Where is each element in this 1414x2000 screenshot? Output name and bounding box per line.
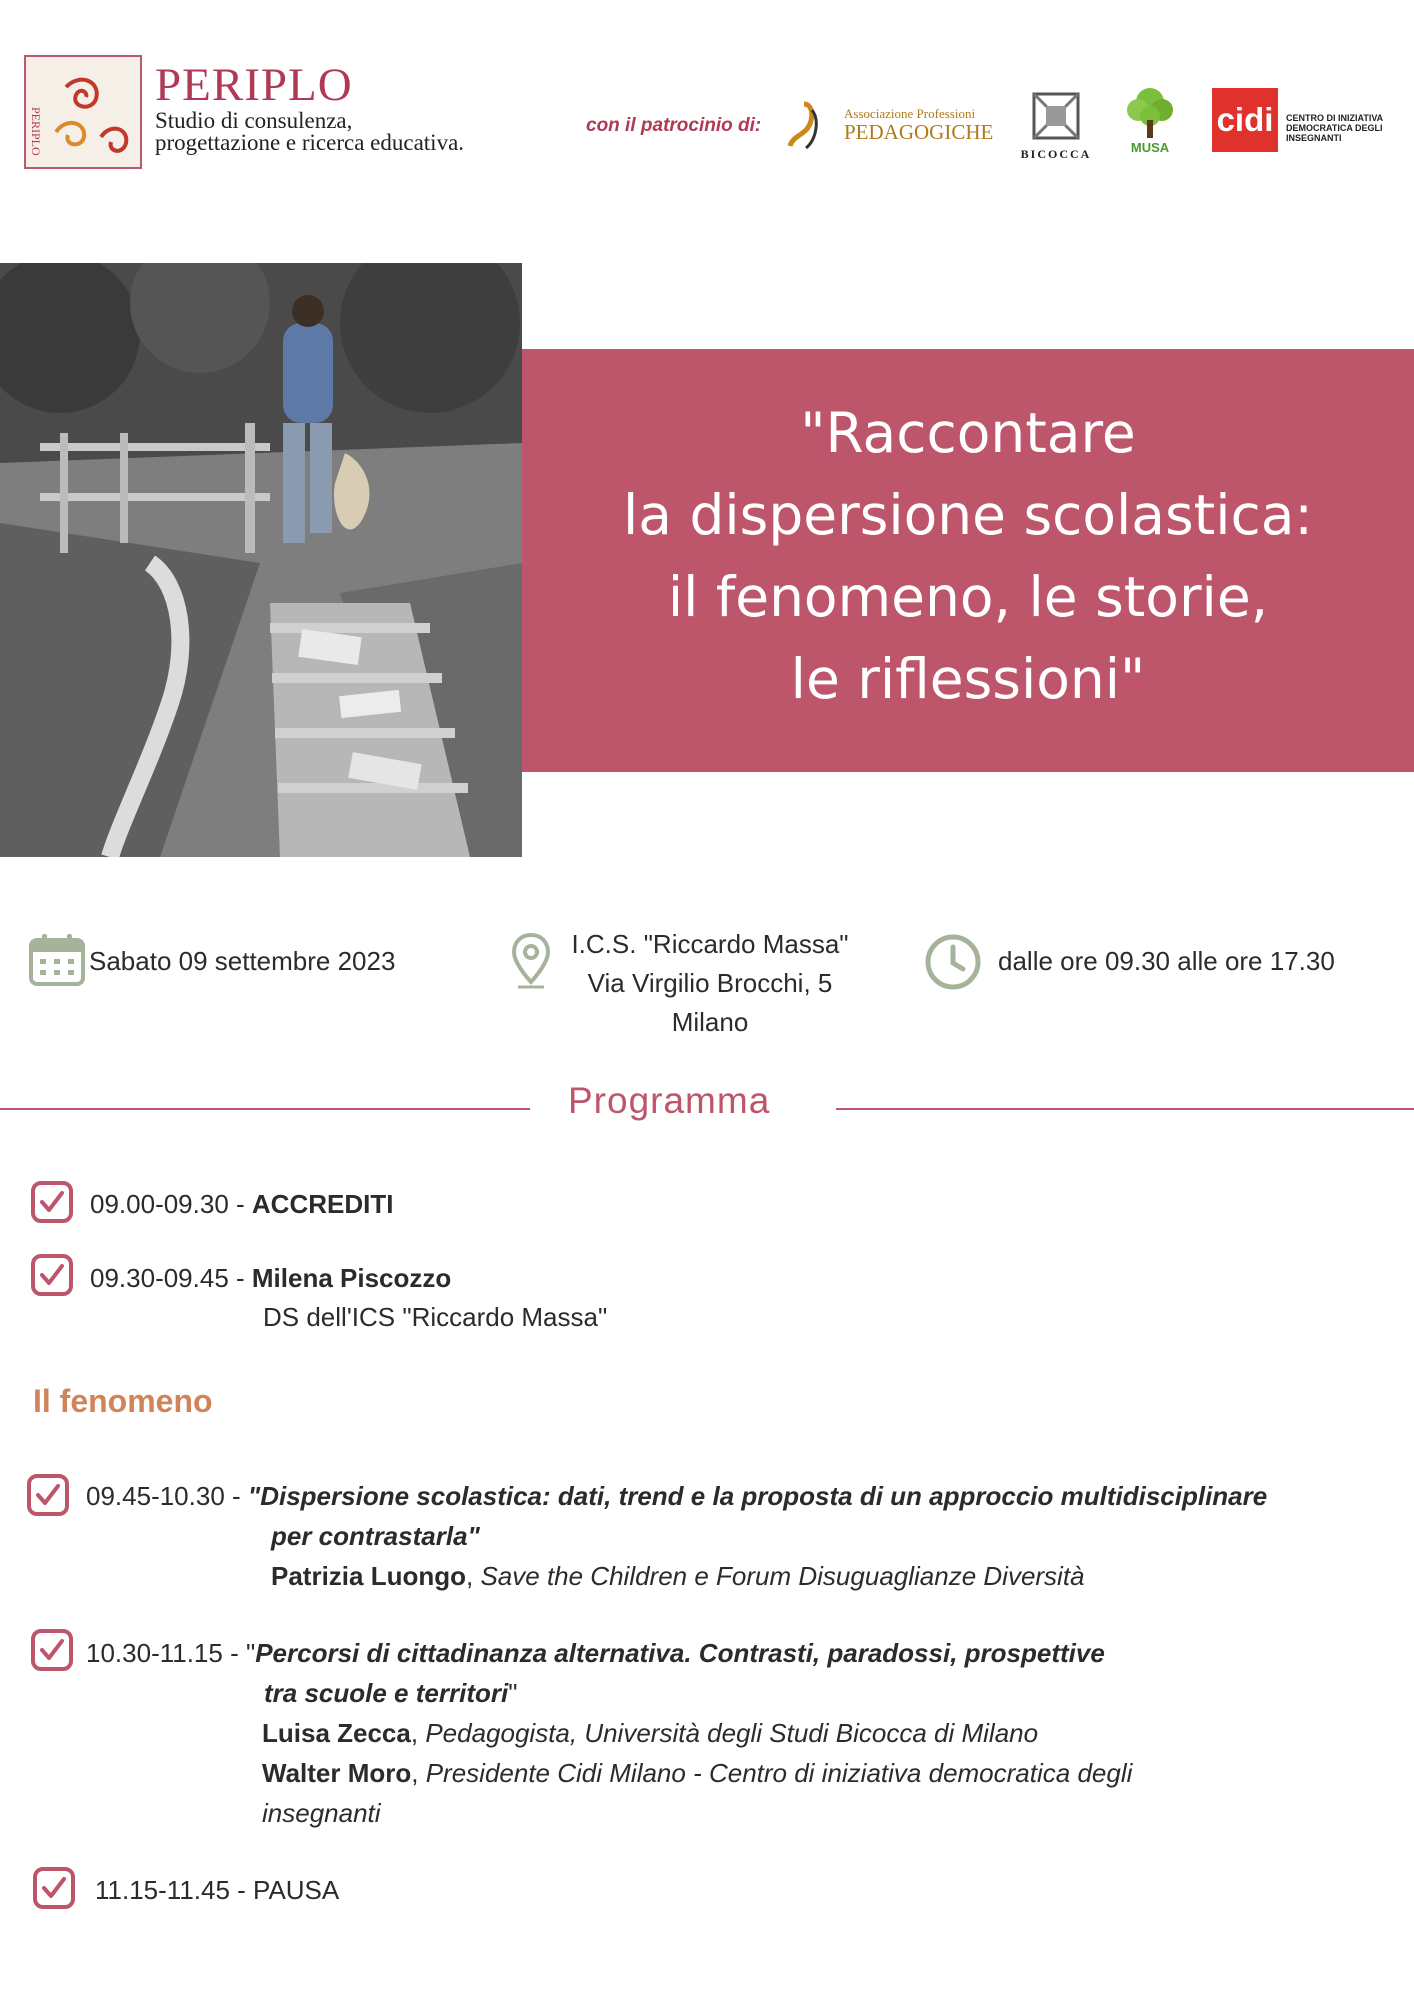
divider-right [836,1108,1414,1110]
program-item-time: 09.30-09.45 - [90,1263,252,1293]
program-item-title: PAUSA [253,1875,340,1905]
talk-title-line2: per contrastarla" [271,1521,480,1551]
checkbox-icon [30,1180,74,1224]
talk-speaker-line: Patrizia Luongo, Save the Children e Forum Disuguaglianze Diversità [271,1561,1085,1591]
speaker-affiliation: Save the Children e Forum Disuguaglianze Diversità [480,1561,1085,1591]
checkbox-icon [30,1628,74,1672]
svg-text:PERIPLO: PERIPLO [29,107,43,156]
program-item-role: DS dell'ICS "Riccardo Massa" [263,1302,608,1332]
program-item-pausa [95,1870,339,1910]
brand-name: PERIPLO [155,59,353,111]
venue-city: Milano [671,1007,749,1037]
periplo-logo [24,55,142,169]
cidi-fullname: CENTRO DI INIZIATIVA DEMOCRATICA DEGLI INSEGNANTI [1286,113,1383,143]
musa-label: MUSA [1130,140,1170,155]
talk-title-cont [271,1516,480,1556]
venue-street: Via Virgilio Brocchi, 5 [587,968,833,998]
apep-line2: PEDAGOGICHE [844,120,994,144]
brand-subtitle-line1: Studio di consulenza, [155,108,353,133]
talk-close-quote: " [508,1678,518,1708]
event-title [560,392,1376,720]
venue-name: I.C.S. "Riccardo Massa" [571,929,849,959]
program-item-title: ACCREDITI [251,1189,394,1219]
cidi-logo: cidi [1212,88,1278,152]
section-title: Il fenomeno [33,1383,213,1419]
program-item-welcome [90,1258,451,1298]
program-item-talk-1 [86,1476,1406,1516]
patronage-label: con il patrocinio di: [586,115,762,136]
event-title-line3: il fenomeno, le storie, [667,565,1269,629]
bicocca-label: BICOCCA [1020,147,1092,161]
event-time: dalle ore 09.30 alle ore 17.30 [998,946,1335,976]
speaker-name: Patrizia Luongo [271,1561,466,1591]
program-item-time: 10.30-11.15 - " [86,1638,256,1668]
speaker-affiliation: Presidente Cidi Milano - Centro di iniziativa democratica degli [425,1758,1133,1788]
talk-title: Percorsi di cittadinanza alternativa. Contrasti, paradossi, prospettive [255,1638,1105,1668]
musa-logo [1118,80,1182,160]
event-venue [540,925,880,1042]
speaker-affiliation: Pedagogista, Università degli Studi Bicocca di Milano [425,1718,1039,1748]
talk-title: "Dispersione scolastica: dati, trend e la proposta di un approccio multidisciplinare [247,1481,1268,1511]
talk-title-line2: tra scuole e territori [264,1678,509,1708]
program-item-time: 11.15-11.45 - [95,1875,254,1905]
speaker-name: Walter Moro [262,1758,412,1788]
talk-speaker-line: Walter Moro, Presidente Cidi Milano - Centro di iniziativa democratica degli [262,1758,1133,1788]
checkbox-icon [26,1473,70,1517]
clock-icon [924,934,982,995]
calendar-icon [28,932,86,993]
event-title-line2: la dispersione scolastica: [623,483,1313,547]
event-title-line4: le riflessioni" [790,647,1146,711]
checkbox-icon [32,1866,76,1910]
bicocca-logo [1020,84,1092,162]
program-item-accrediti [90,1184,393,1224]
speaker-name: Luisa Zecca [262,1718,411,1748]
event-title-line1: "Raccontare [800,401,1136,465]
event-date: Sabato 09 settembre 2023 [89,946,396,976]
hero-photo [0,263,522,857]
program-item-talk-2 [86,1633,1406,1673]
program-title: Programma [568,1080,771,1121]
program-item-speaker: Milena Piscozzo [251,1263,452,1293]
brand-subtitle-line2: progettazione e ricerca educativa. [155,130,465,155]
talk-speaker-line: Luisa Zecca, Pedagogista, Università degli Studi Bicocca di Milano [262,1718,1039,1748]
apep-name [844,106,993,142]
apep-logo-icon [784,100,824,152]
speaker-affiliation-cont [262,1793,381,1833]
speaker-affiliation-line2: insegnanti [262,1798,381,1828]
divider-left [0,1108,530,1110]
program-item-time: 09.45-10.30 - [86,1481,248,1511]
program-item-time: 09.00-09.30 - [90,1189,252,1219]
apep-line1: Associazione Professioni [844,106,976,121]
checkbox-icon [30,1253,74,1297]
talk-title-cont [264,1673,517,1713]
brand-subtitle [155,110,464,154]
